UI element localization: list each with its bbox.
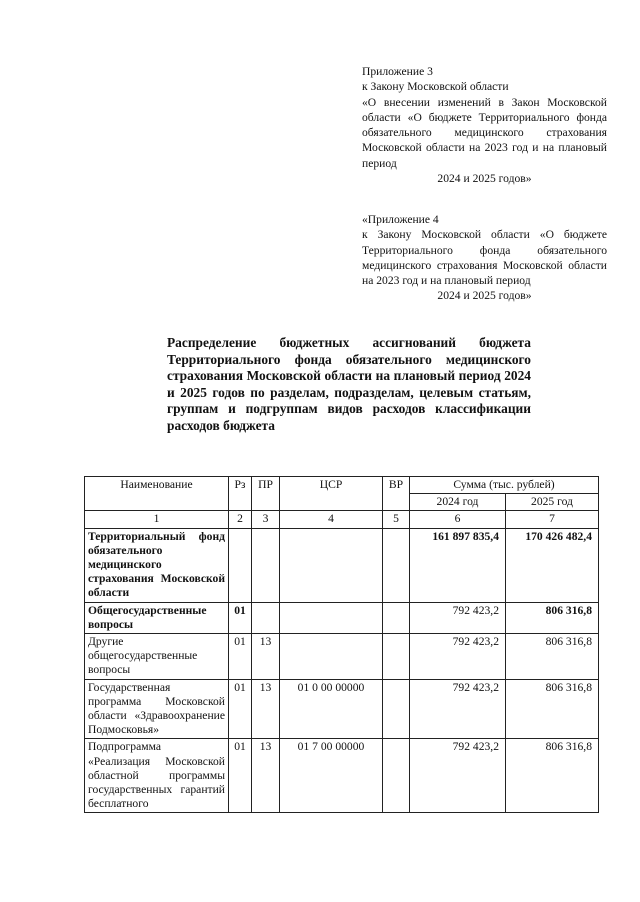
row-pr: 13 <box>252 634 280 680</box>
appendix-line: «О внесении изменений в Закон Московской области «О бюджете Территориального фонда обязательного медицинского страхования Московской области на 2023 год и на плановый период <box>362 95 607 170</box>
table-row <box>85 739 599 813</box>
appendix-header-amended <box>362 212 607 304</box>
row-amount-2024: 792 423,2 <box>410 634 506 680</box>
row-amount-2025: 170 426 482,4 <box>506 528 599 602</box>
row-vr <box>383 528 410 602</box>
header-2024: 2024 год <box>410 494 506 511</box>
column-number: 7 <box>506 511 599 528</box>
appendix-line: 2024 и 2025 годов» <box>437 172 532 186</box>
row-name: Общегосударственные вопросы <box>85 602 229 633</box>
row-amount-2024: 792 423,2 <box>410 739 506 813</box>
appendix-line: к Закону Московской области <box>362 80 509 94</box>
appendix-line: Приложение 3 <box>362 65 433 78</box>
row-amount-2025: 806 316,8 <box>506 602 599 633</box>
row-name: Территориальный фонд обязательного медицинского страхования Московской области <box>85 528 229 602</box>
row-vr <box>383 679 410 739</box>
row-amount-2025: 806 316,8 <box>506 634 599 680</box>
row-vr <box>383 634 410 680</box>
row-vr <box>383 739 410 813</box>
column-number: 5 <box>383 511 410 528</box>
row-pr <box>252 528 280 602</box>
row-pr: 13 <box>252 679 280 739</box>
appendix-line: к Закону Московской области «О бюджете Территориального фонда обязательного медицинского страхования Московской области на 2023 год и на плановый период <box>362 228 607 288</box>
header-name: Наименование <box>85 477 229 511</box>
table-row <box>85 528 599 602</box>
row-name: Государственная программа Московской области «Здравоохранение Подмосковья» <box>85 679 229 739</box>
column-number: 1 <box>85 511 229 528</box>
row-name: Другие общегосударственные вопросы <box>85 634 229 680</box>
appendix-header-current <box>362 64 607 186</box>
row-rz: 01 <box>229 602 252 633</box>
header-vr: ВР <box>383 477 410 511</box>
appendix-line: 2024 и 2025 годов» <box>437 289 532 303</box>
row-vr <box>383 602 410 633</box>
column-number: 3 <box>252 511 280 528</box>
row-amount-2025: 806 316,8 <box>506 679 599 739</box>
row-pr <box>252 602 280 633</box>
header-row <box>85 477 599 494</box>
row-amount-2024: 161 897 835,4 <box>410 528 506 602</box>
header-pr: ПР <box>252 477 280 511</box>
header-csr: ЦСР <box>280 477 383 511</box>
row-amount-2024: 792 423,2 <box>410 679 506 739</box>
table-row <box>85 634 599 680</box>
column-numbers-row <box>85 511 599 528</box>
row-rz <box>229 528 252 602</box>
row-csr: 01 0 00 00000 <box>280 679 383 739</box>
header-2025: 2025 год <box>506 494 599 511</box>
header-sum: Сумма (тыс. рублей) <box>410 477 599 494</box>
document-title: Распределение бюджетных ассигнований бюджета Территориального фонда обязательного медицинского страхования Московской области на плановый период 2024 и 2025 годов по разделам, подразделам, целевым статьям, группам и подгруппам видов расходов классификации расходов бюджета <box>167 335 531 433</box>
row-rz: 01 <box>229 739 252 813</box>
appendix-line: «Приложение 4 <box>362 213 439 226</box>
row-rz: 01 <box>229 679 252 739</box>
row-rz: 01 <box>229 634 252 680</box>
header-rz: Рз <box>229 477 252 511</box>
row-csr <box>280 528 383 602</box>
row-amount-2024: 792 423,2 <box>410 602 506 633</box>
budget-table <box>84 476 599 813</box>
row-csr <box>280 602 383 633</box>
column-number: 4 <box>280 511 383 528</box>
column-number: 6 <box>410 511 506 528</box>
column-number: 2 <box>229 511 252 528</box>
row-pr: 13 <box>252 739 280 813</box>
table-row <box>85 602 599 633</box>
table-row <box>85 679 599 739</box>
row-amount-2025: 806 316,8 <box>506 739 599 813</box>
row-csr <box>280 634 383 680</box>
row-name: Подпрограмма «Реализация Московской областной программы государственных гарантий бесплатного <box>85 739 229 813</box>
row-csr: 01 7 00 00000 <box>280 739 383 813</box>
